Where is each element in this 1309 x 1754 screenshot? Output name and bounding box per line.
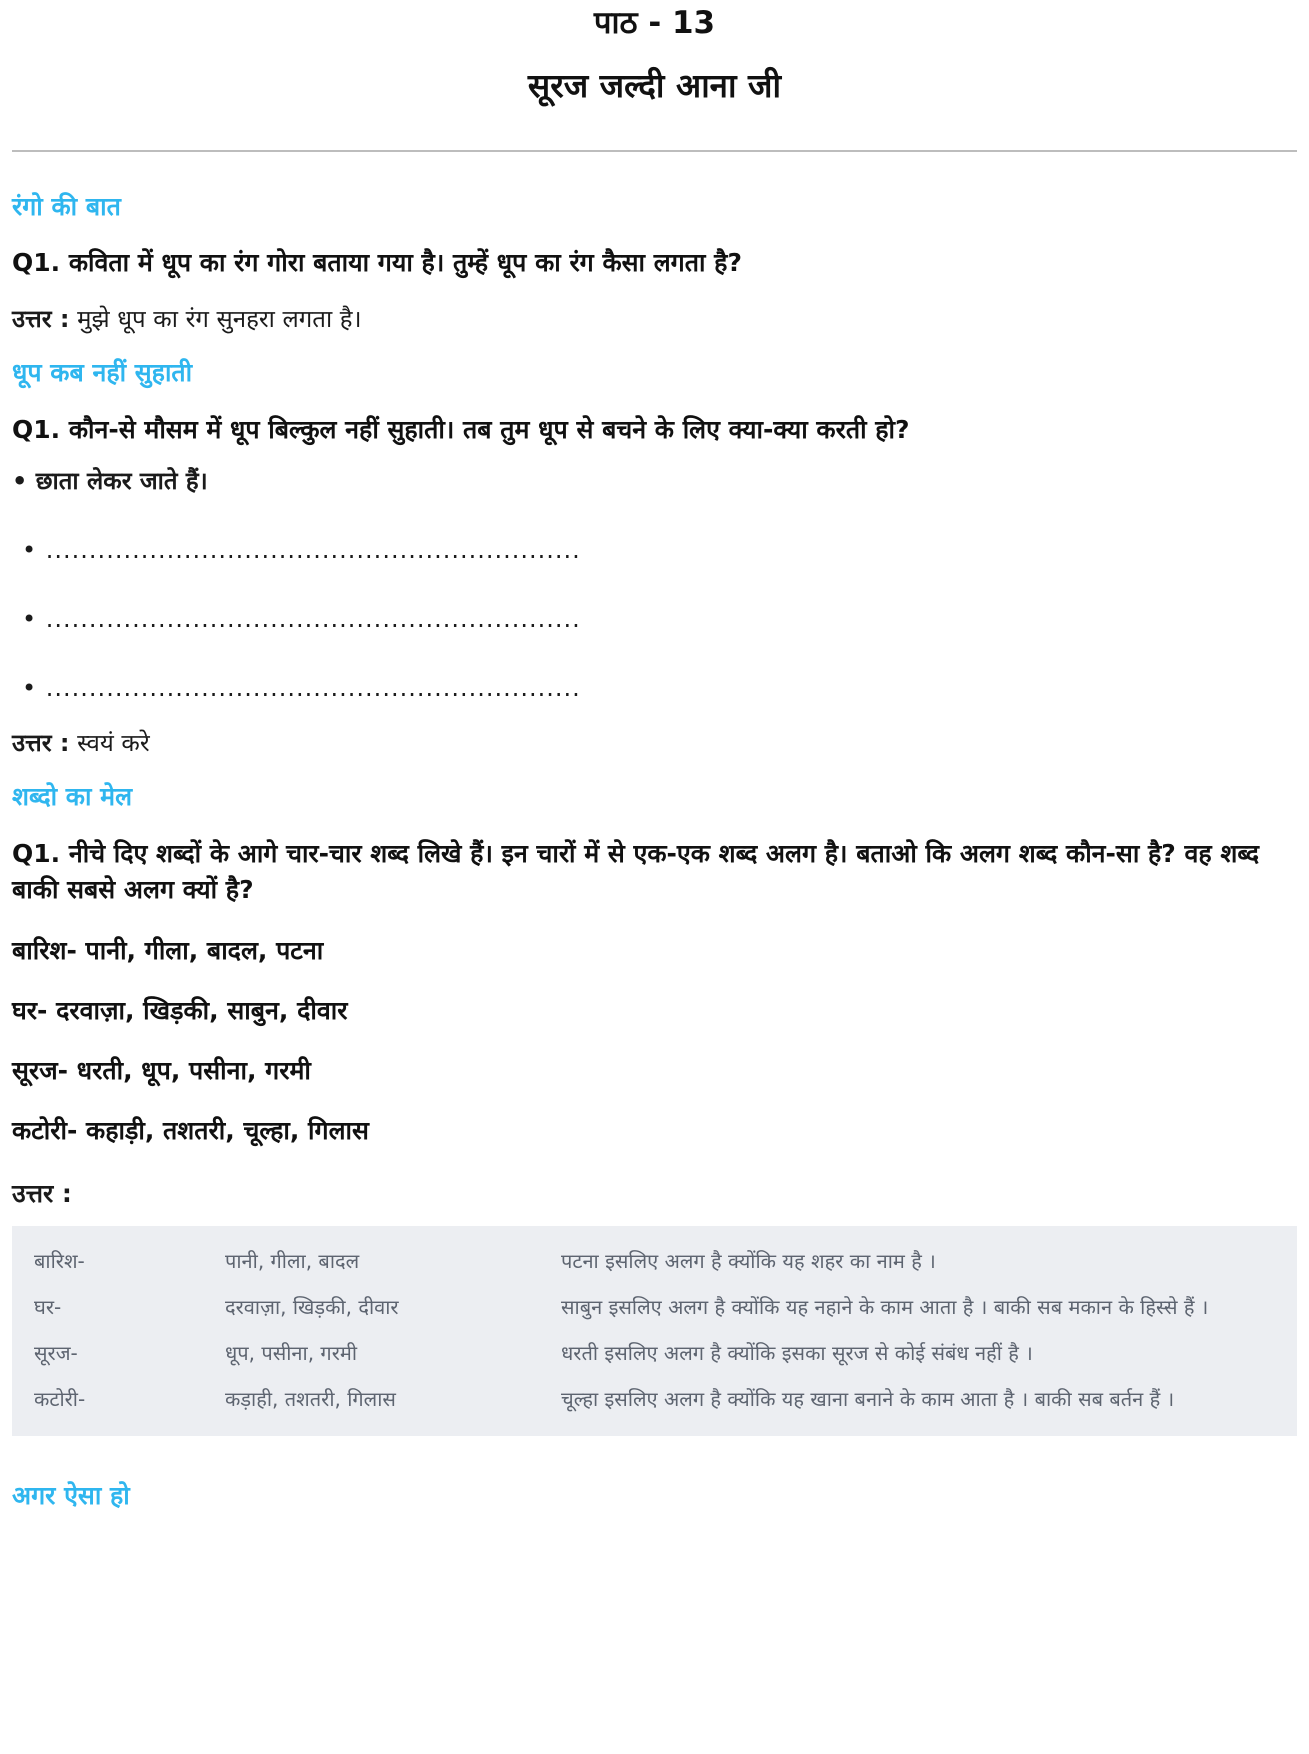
- bullet-filled: • छाता लेकर जाते हैं।: [12, 467, 208, 496]
- table-cell-group: पानी, गीला, बादल: [225, 1248, 360, 1273]
- document-content: [12, 152, 1297, 1512]
- question-2-1: Q1. कौन-से मौसम में धूप बिल्कुल नहीं सुहाती। तब तुम धूप से बचने के लिए क्या-क्या करती हो?: [12, 415, 910, 445]
- answer-label: उत्तर :: [12, 728, 70, 757]
- answer-text: मुझे धूप का रंग सुनहरा लगता है।: [77, 304, 362, 333]
- section-heading-shabdo-ka-mel: शब्दो का मेल: [12, 782, 133, 812]
- answer-text: स्वयं करे: [77, 728, 150, 757]
- section-heading-rango-ki-baat: रंगो की बात: [12, 191, 121, 221]
- answer-label: उत्तर :: [12, 304, 70, 333]
- word-line-sooraj: सूरज- धरती, धूप, पसीना, गरमी: [12, 1056, 311, 1086]
- table-cell-word: कटोरी-: [34, 1386, 86, 1411]
- question-3-1: Q1. नीचे दिए शब्दों के आगे चार-चार शब्द लिखे हैं। इन चारों में से एक-एक शब्द अलग है। बताओ कि अलग शब्द कौन-सा है? वह शब्द बाकी सबसे अलग क्यों है?: [12, 839, 1259, 905]
- table-cell-reason: धरती इसलिए अलग है क्योंकि इसका सूरज से कोई संबंध नहीं है ।: [561, 1340, 1033, 1365]
- word-line-barish: बारिश- पानी, गीला, बादल, पटना: [12, 935, 324, 965]
- table-cell-reason: पटना इसलिए अलग है क्योंकि यह शहर का नाम है ।: [561, 1248, 936, 1273]
- table-cell-group: दरवाज़ा, खिड़की, दीवार: [225, 1294, 399, 1319]
- table-row: [34, 1376, 1287, 1422]
- answer-1-1: [12, 302, 1297, 337]
- lesson-number: पाठ - 13: [593, 5, 716, 41]
- table-cell-reason: चूल्हा इसलिए अलग है क्योंकि यह खाना बनाने के काम आता है । बाकी सब बर्तन हैं ।: [561, 1386, 1175, 1411]
- table-cell-word: सूरज-: [34, 1340, 78, 1365]
- answer-label-3-1: उत्तर :: [12, 1178, 72, 1208]
- table-cell-word: बारिश-: [34, 1248, 85, 1273]
- bullet-blank-1: • ..............................................................: [22, 536, 581, 565]
- question-1-1: Q1. कविता में धूप का रंग गोरा बताया गया है। तुम्हें धूप का रंग कैसा लगता है?: [12, 248, 742, 278]
- table-row: [34, 1238, 1287, 1284]
- bullet-blank-2: • ..............................................................: [22, 605, 581, 634]
- lesson-title: सूरज जल्दी आना जी: [527, 65, 782, 105]
- table-cell-group: धूप, पसीना, गरमी: [225, 1340, 358, 1365]
- word-line-ghar: घर- दरवाज़ा, खिड़की, साबुन, दीवार: [12, 995, 348, 1025]
- answer-table: [34, 1238, 1287, 1422]
- table-row: [34, 1330, 1287, 1376]
- table-cell-word: घर-: [34, 1294, 62, 1319]
- table-row: [34, 1284, 1287, 1330]
- lesson-header: [12, 0, 1297, 108]
- bullet-blank-3: • ..............................................................: [22, 673, 581, 702]
- table-cell-reason: साबुन इसलिए अलग है क्योंकि यह नहाने के काम आता है । बाकी सब मकान के हिस्से हैं ।: [561, 1294, 1209, 1319]
- table-cell-group: कड़ाही, तशतरी, गिलास: [225, 1386, 396, 1411]
- section-heading-dhoop-kab-nahi-suhati: धूप कब नहीं सुहाती: [12, 358, 193, 388]
- section-heading-agar-aisa-ho: अगर ऐसा हो: [12, 1480, 130, 1510]
- word-line-katori: कटोरी- कहाड़ी, तशतरी, चूल्हा, गिलास: [12, 1116, 369, 1146]
- answer-table-container: [12, 1226, 1297, 1436]
- answer-2-1: [12, 726, 1297, 761]
